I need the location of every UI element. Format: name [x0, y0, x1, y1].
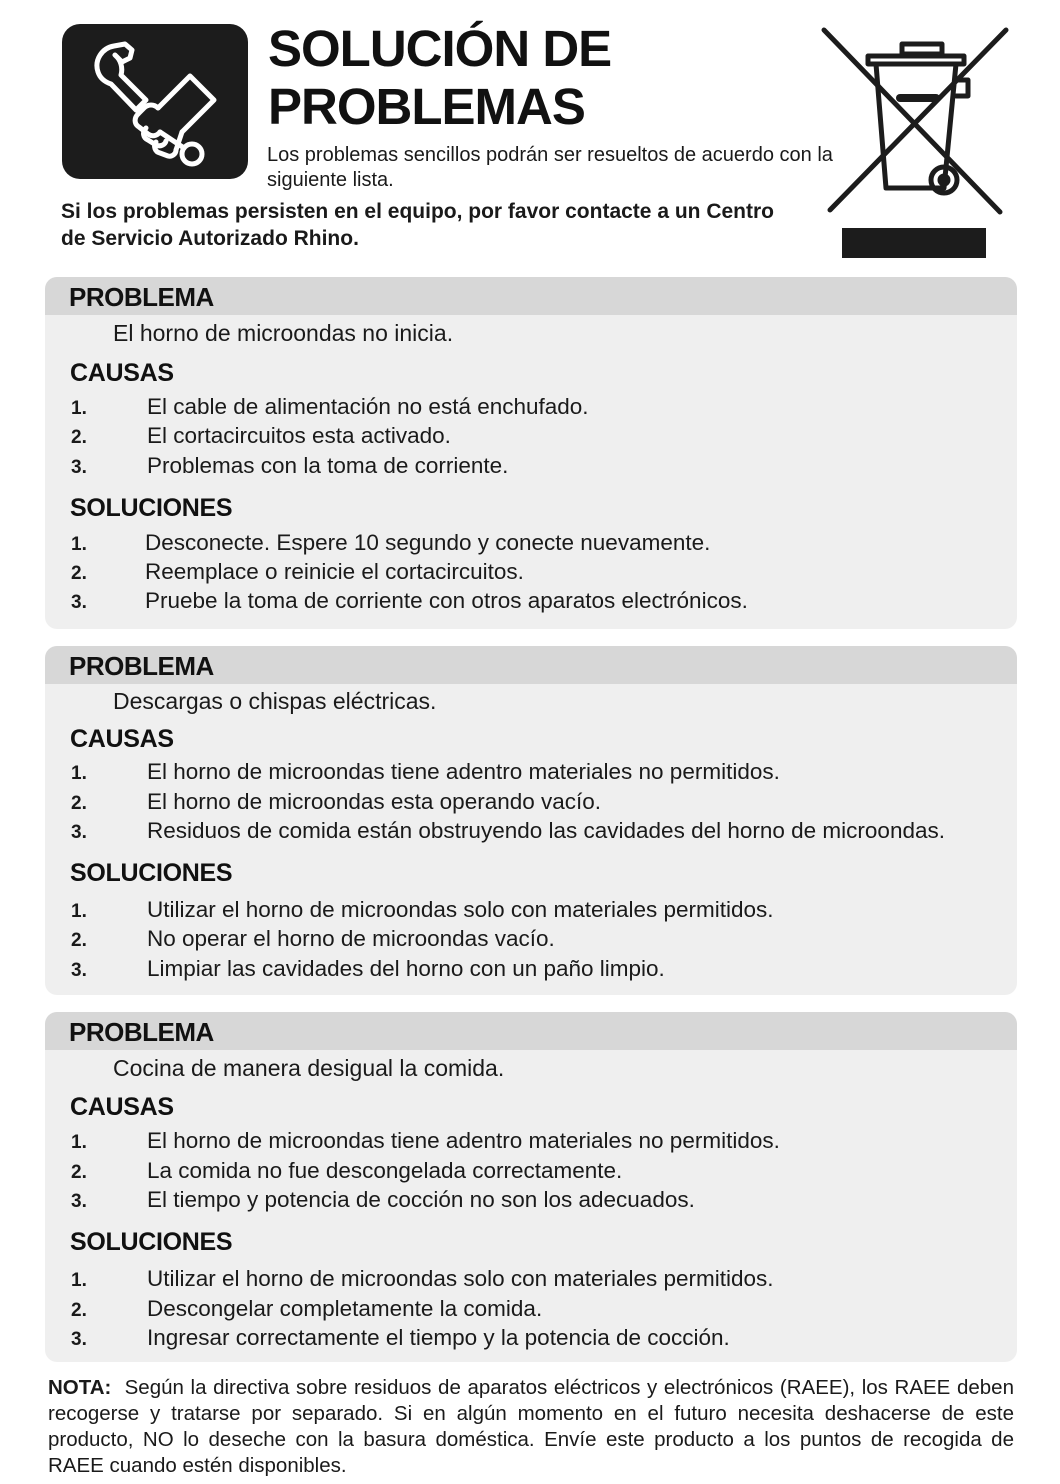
problem-description: Cocina de manera desigual la comida.	[113, 1055, 505, 1081]
item-text: La comida no fue descongelada correctamente.	[147, 1158, 623, 1183]
causes-heading: CAUSAS	[70, 725, 174, 753]
list-item	[45, 394, 1017, 424]
list-item	[45, 588, 1017, 618]
list-item	[45, 453, 1017, 483]
item-text: El tiempo y potencia de cocción no son los adecuados.	[147, 1187, 695, 1212]
list-item	[45, 1187, 1017, 1217]
item-number: 2.	[71, 427, 87, 448]
problem-header	[45, 1012, 1017, 1050]
item-number: 3.	[71, 960, 87, 981]
problem-description: Descargas o chispas eléctricas.	[113, 688, 437, 714]
item-number: 1.	[71, 534, 87, 555]
list-item	[45, 1296, 1017, 1326]
note-label: NOTA:	[48, 1376, 112, 1399]
item-number: 1.	[71, 901, 87, 922]
title-line-2: PROBLEMAS	[268, 78, 585, 135]
item-number: 1.	[71, 1270, 87, 1291]
wrench-hand-icon	[62, 24, 248, 179]
list-item	[45, 759, 1017, 789]
item-number: 2.	[71, 563, 87, 584]
item-text: No operar el horno de microondas vacío.	[147, 926, 555, 951]
intro-text: Los problemas sencillos podrán ser resueltos de acuerdo con la siguiente lista.	[267, 144, 833, 191]
page-title	[268, 20, 788, 136]
item-number: 3.	[71, 1329, 87, 1350]
item-text: Utilizar el horno de microondas solo con materiales permitidos.	[147, 897, 774, 922]
solutions-heading: SOLUCIONES	[70, 494, 233, 522]
causes-heading: CAUSAS	[70, 359, 174, 387]
list-item	[45, 789, 1017, 819]
list-item	[45, 956, 1017, 986]
title-line-1: SOLUCIÓN DE	[268, 20, 612, 77]
contact-service-text: Si los problemas persisten en el equipo, por favor contacte a un Centro de Servicio Autorizado Rhino.	[61, 200, 774, 250]
list-item	[45, 559, 1017, 589]
item-text: Utilizar el horno de microondas solo con materiales permitidos.	[147, 1266, 774, 1291]
item-text: Ingresar correctamente el tiempo y la potencia de cocción.	[147, 1325, 730, 1350]
item-text: El cable de alimentación no está enchufado.	[147, 394, 589, 419]
item-text: El horno de microondas esta operando vacío.	[147, 789, 602, 814]
item-number: 2.	[71, 1162, 87, 1183]
item-number: 1.	[71, 763, 87, 784]
problem-panel-3	[45, 1012, 1017, 1362]
item-number: 3.	[71, 592, 87, 613]
list-item	[45, 926, 1017, 956]
list-item	[45, 530, 1017, 560]
item-text: Residuos de comida están obstruyendo las cavidades del horno de microondas.	[147, 818, 945, 843]
item-number: 2.	[71, 930, 87, 951]
list-item	[45, 1128, 1017, 1158]
item-number: 3.	[71, 822, 87, 843]
list-item	[45, 897, 1017, 927]
item-text: Reemplace o reinicie el cortacircuitos.	[145, 559, 524, 584]
item-number: 3.	[71, 457, 87, 478]
list-item	[45, 818, 1017, 848]
note-text: Según la directiva sobre residuos de aparatos eléctricos y electrónicos (RAEE), los RAEE deben recogerse y tratarse por separado. Si en algún momento en el futuro necesita deshacerse de este producto, NO lo deseche con la basura doméstica. Envíe este producto a los puntos de recogida de RAEE cuando estén disponibles.	[48, 1376, 1014, 1477]
item-text: El horno de microondas tiene adentro materiales no permitidos.	[147, 759, 780, 784]
problem-panel-2	[45, 646, 1017, 995]
solutions-heading: SOLUCIONES	[70, 859, 233, 887]
problem-panel-1	[45, 277, 1017, 629]
item-text: Problemas con la toma de corriente.	[147, 453, 509, 478]
item-text: Desconecte. Espere 10 segundo y conecte nuevamente.	[145, 530, 711, 555]
item-number: 1.	[71, 398, 87, 419]
item-text: Limpiar las cavidades del horno con un paño limpio.	[147, 956, 665, 981]
problem-header	[45, 646, 1017, 684]
list-item	[45, 1266, 1017, 1296]
item-text: El cortacircuitos esta activado.	[147, 423, 451, 448]
item-number: 3.	[71, 1191, 87, 1212]
weee-note	[48, 1375, 1014, 1479]
item-number: 2.	[71, 793, 87, 814]
problem-label: PROBLEMA	[69, 1017, 214, 1047]
item-text: Pruebe la toma de corriente con otros aparatos electrónicos.	[145, 588, 748, 613]
causes-heading: CAUSAS	[70, 1093, 174, 1121]
item-text: Descongelar completamente la comida.	[147, 1296, 543, 1321]
item-number: 1.	[71, 1132, 87, 1153]
list-item	[45, 1158, 1017, 1188]
crossed-out-wheelie-bin-icon	[818, 24, 1014, 220]
list-item	[45, 423, 1017, 453]
problem-label: PROBLEMA	[69, 282, 214, 312]
problem-label: PROBLEMA	[69, 651, 214, 681]
problem-description: El horno de microondas no inicia.	[113, 320, 454, 346]
list-item	[45, 1325, 1017, 1355]
solutions-heading: SOLUCIONES	[70, 1228, 233, 1256]
weee-bar	[842, 228, 986, 258]
item-number: 2.	[71, 1300, 87, 1321]
item-text: El horno de microondas tiene adentro materiales no permitidos.	[147, 1128, 780, 1153]
problem-header	[45, 277, 1017, 315]
